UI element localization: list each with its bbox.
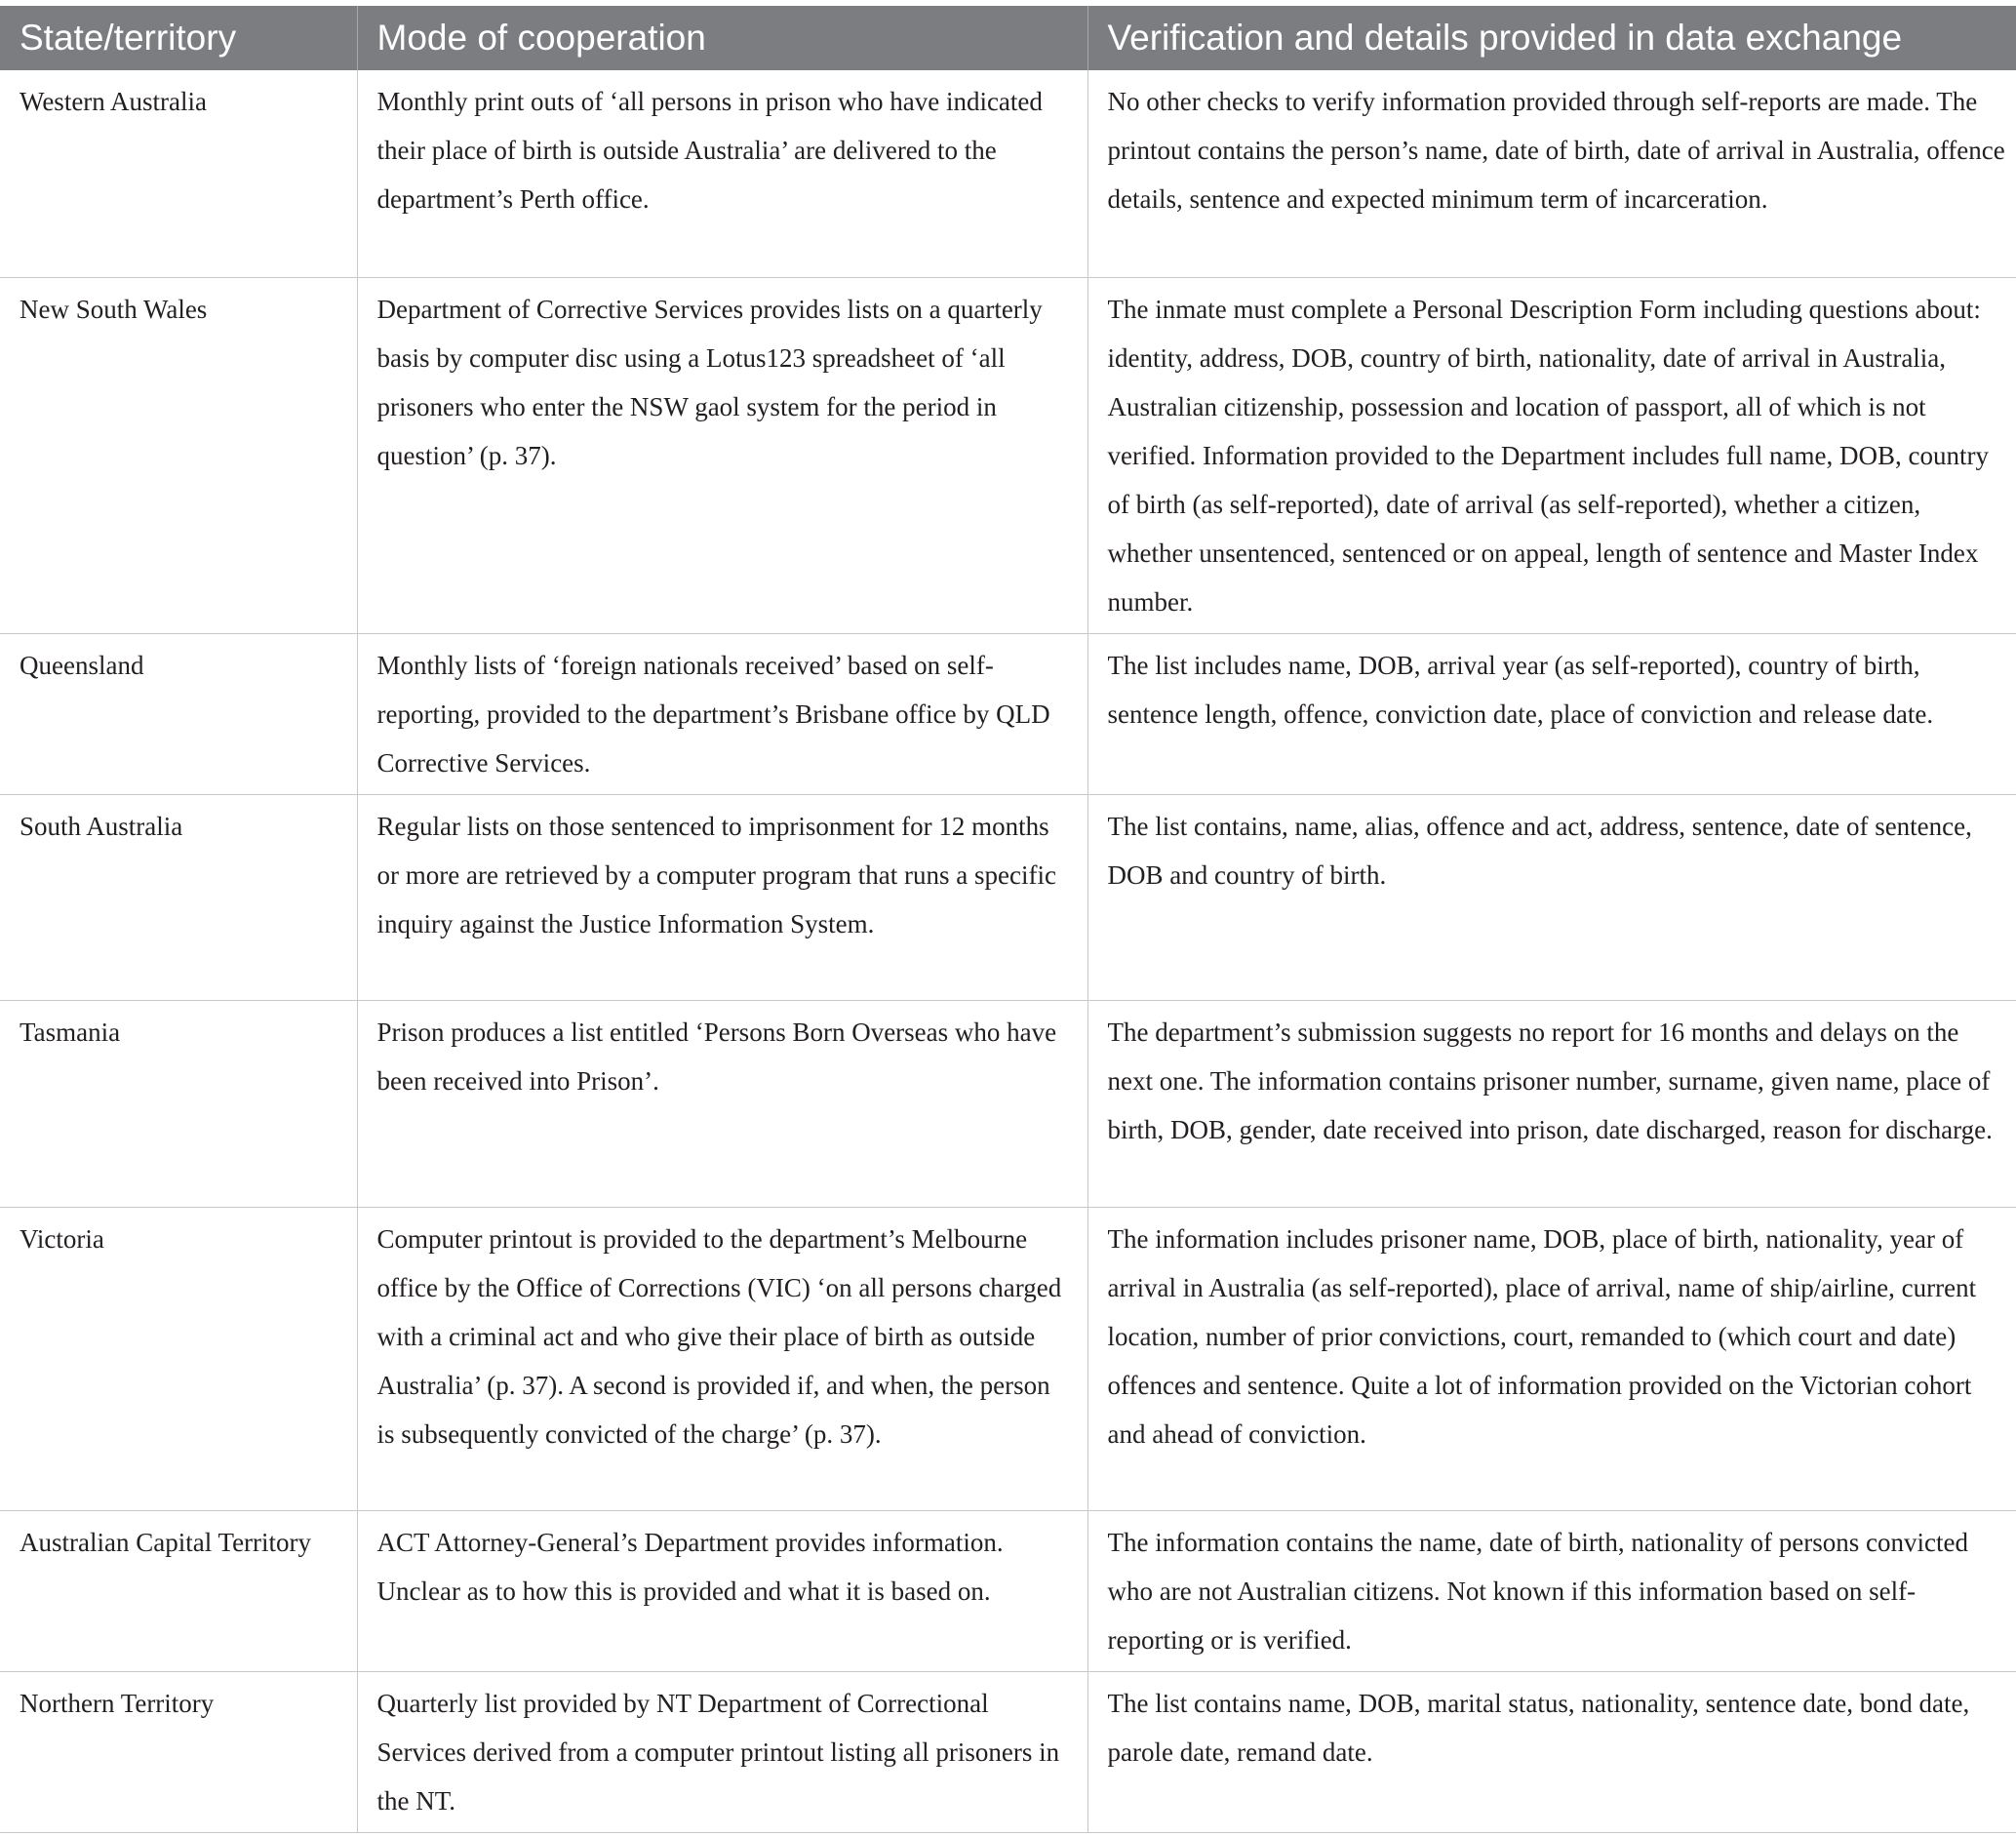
table-body — [0, 70, 2016, 1832]
table-row — [0, 1000, 2016, 1207]
cell-mode: Monthly lists of ‘foreign nationals received’ based on self-reporting, provided to the department’s Brisbane office by QLD Corrective Services. — [357, 633, 1087, 794]
cell-mode: Department of Corrective Services provides lists on a quarterly basis by computer disc using a Lotus123 spreadsheet of ‘all prisoners who enter the NSW gaol system for the period in question’ (p. 37). — [357, 277, 1087, 633]
cell-mode: ACT Attorney-General’s Department provides information. Unclear as to how this is provided and what it is based on. — [357, 1510, 1087, 1671]
cell-mode: Quarterly list provided by NT Department of Correctional Services derived from a computer printout listing all prisoners in the NT. — [357, 1671, 1087, 1832]
cell-verification: The inmate must complete a Personal Description Form including questions about: identity, address, DOB, country of birth, nationality, date of arrival in Australia, Australian citizenship, possession and location of passport, all of which is not verified. Information provided to the Department includes full name, DOB, country of birth (as self-reported), date of arrival (as self-reported), whether a citizen, whether unsentenced, sentenced or on appeal, length of sentence and Master Index number. — [1087, 277, 2016, 633]
cell-state: Australian Capital Territory — [0, 1510, 357, 1671]
cell-mode: Prison produces a list entitled ‘Persons Born Overseas who have been received into Prison’. — [357, 1000, 1087, 1207]
cell-verification: The department’s submission suggests no report for 16 months and delays on the next one. The information contains prisoner number, surname, given name, place of birth, DOB, gender, date received into prison, date discharged, reason for discharge. — [1087, 1000, 2016, 1207]
table-row — [0, 277, 2016, 633]
cell-state: Victoria — [0, 1207, 357, 1510]
header-verification: Verification and details provided in data exchange — [1087, 6, 2016, 70]
cell-state: New South Wales — [0, 277, 357, 633]
cell-mode: Regular lists on those sentenced to imprisonment for 12 months or more are retrieved by a computer program that runs a specific inquiry against the Justice Information System. — [357, 794, 1087, 1000]
cell-verification: The list contains, name, alias, offence and act, address, sentence, date of sentence, DOB and country of birth. — [1087, 794, 2016, 1000]
table-row — [0, 1671, 2016, 1832]
header-state: State/territory — [0, 6, 357, 70]
cell-verification: No other checks to verify information provided through self-reports are made. The printout contains the person’s name, date of birth, date of arrival in Australia, offence details, sentence and expected minimum term of incarceration. — [1087, 70, 2016, 277]
table-row — [0, 1207, 2016, 1510]
cell-state: Western Australia — [0, 70, 357, 277]
cell-mode: Computer printout is provided to the department’s Melbourne office by the Office of Corrections (VIC) ‘on all persons charged with a criminal act and who give their place of birth as outside Australia’ (p. 37). A second is provided if, and when, the person is subsequently convicted of the charge’ (p. 37). — [357, 1207, 1087, 1510]
cell-state: Northern Territory — [0, 1671, 357, 1832]
cell-verification: The list contains name, DOB, marital status, nationality, sentence date, bond date, parole date, remand date. — [1087, 1671, 2016, 1832]
cell-verification: The list includes name, DOB, arrival year (as self-reported), country of birth, sentence length, offence, conviction date, place of conviction and release date. — [1087, 633, 2016, 794]
cell-verification: The information contains the name, date of birth, nationality of persons convicted who are not Australian citizens. Not known if this information based on self-reporting or is verified. — [1087, 1510, 2016, 1671]
header-row — [0, 6, 2016, 70]
cell-state: South Australia — [0, 794, 357, 1000]
cell-state: Queensland — [0, 633, 357, 794]
table-row — [0, 794, 2016, 1000]
header-mode: Mode of cooperation — [357, 6, 1087, 70]
cell-mode: Monthly print outs of ‘all persons in prison who have indicated their place of birth is outside Australia’ are delivered to the department’s Perth office. — [357, 70, 1087, 277]
cooperation-table — [0, 6, 2016, 1833]
table-row — [0, 1510, 2016, 1671]
cell-state: Tasmania — [0, 1000, 357, 1207]
table-header — [0, 6, 2016, 70]
cell-verification: The information includes prisoner name, DOB, place of birth, nationality, year of arrival in Australia (as self-reported), place of arrival, name of ship/airline, current location, number of prior convictions, court, remanded to (which court and date) offences and sentence. Quite a lot of information provided on the Victorian cohort and ahead of conviction. — [1087, 1207, 2016, 1510]
table-row — [0, 633, 2016, 794]
table-row — [0, 70, 2016, 277]
